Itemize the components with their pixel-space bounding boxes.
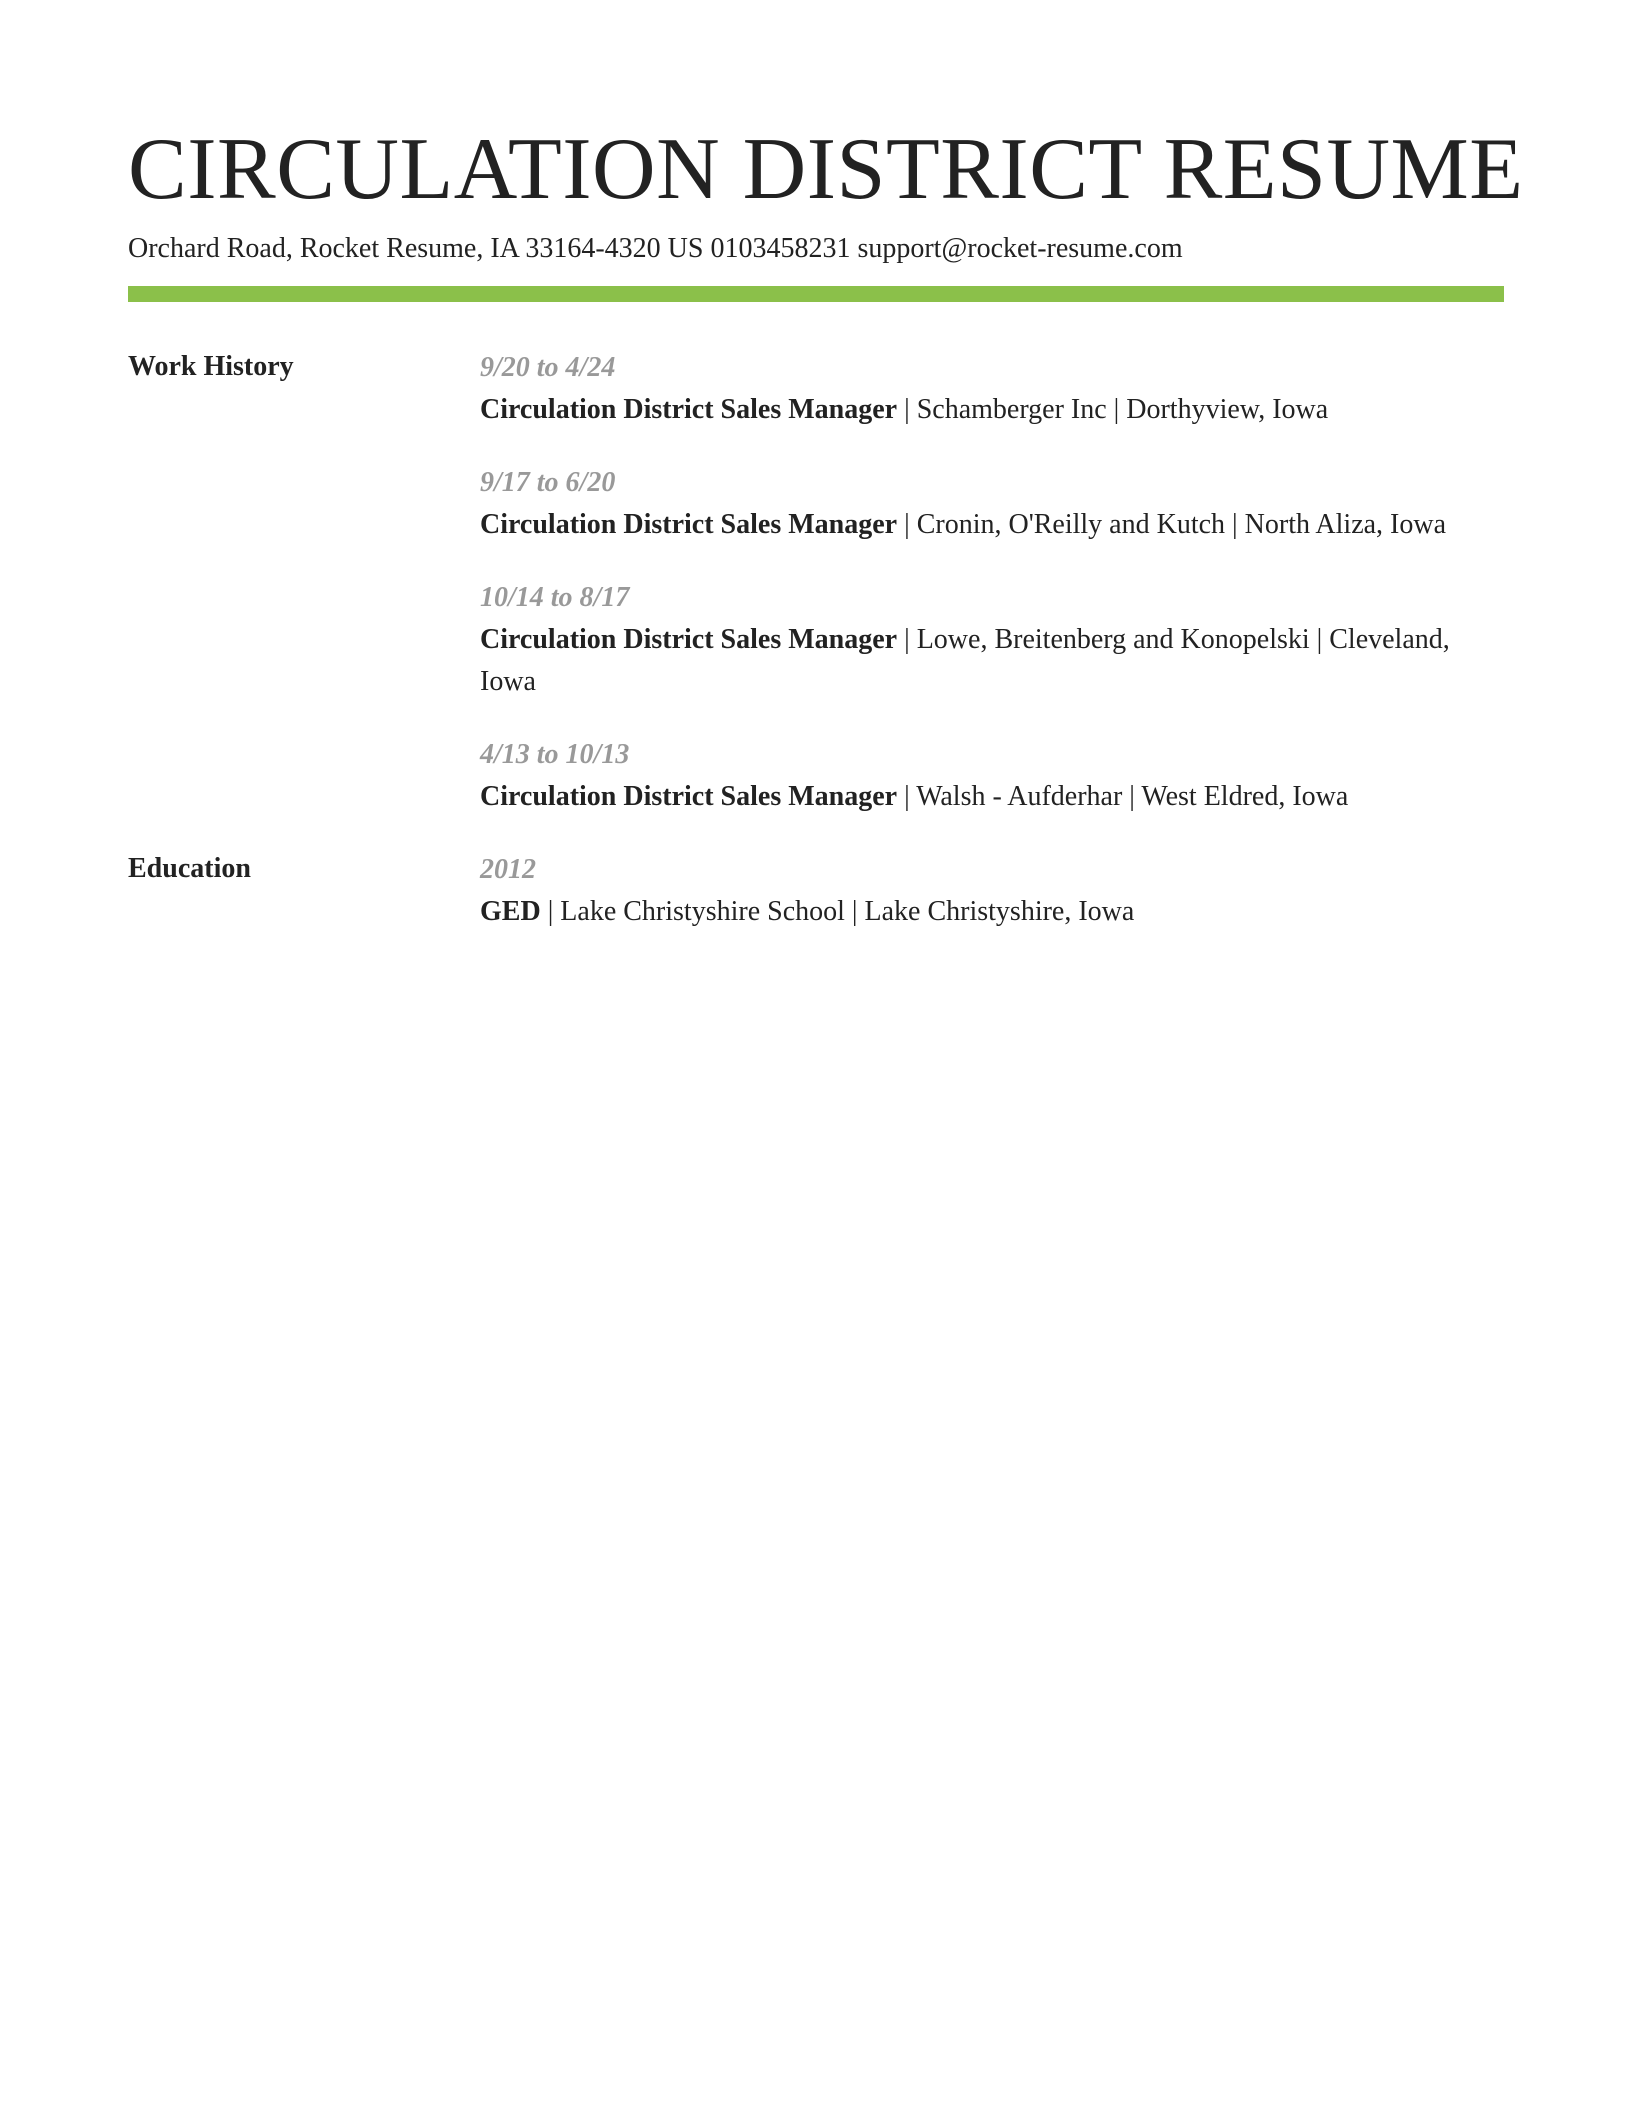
- work-entry: [480, 462, 1504, 546]
- entry-title: Circulation District Sales Manager: [480, 394, 898, 425]
- section-label-education: Education: [128, 853, 251, 884]
- resume-title: CIRCULATION DISTRICT RESUME: [128, 121, 1524, 218]
- entry-dates: 2012: [480, 854, 536, 885]
- entry-dates: 10/14 to 8/17: [480, 582, 630, 613]
- entry-details: | Lowe, Breitenberg and Konopelski | Cleveland, Iowa: [480, 624, 1450, 697]
- entry-line: [480, 504, 1504, 546]
- entry-dates: 9/17 to 6/20: [480, 467, 616, 498]
- entry-title: Circulation District Sales Manager: [480, 624, 898, 655]
- entry-details: | Lake Christyshire School | Lake Christyshire, Iowa: [540, 896, 1135, 927]
- section-label-work-history: Work History: [128, 351, 294, 382]
- work-entry: [480, 347, 1504, 431]
- entry-line: [480, 891, 1504, 933]
- entry-title: GED: [480, 896, 541, 927]
- header-rule: [128, 286, 1504, 302]
- entry-title: Circulation District Sales Manager: [480, 509, 898, 540]
- work-entry: [480, 734, 1504, 818]
- entry-details: | Cronin, O'Reilly and Kutch | North Aliza, Iowa: [897, 509, 1447, 540]
- entry-dates: 4/13 to 10/13: [480, 739, 630, 770]
- entry-line: [480, 776, 1504, 818]
- entry-line: [480, 389, 1504, 431]
- contact-line: Orchard Road, Rocket Resume, IA 33164-4320 US 0103458231 support@rocket-resume.com: [128, 233, 1183, 264]
- work-entry: [480, 577, 1504, 703]
- entry-details: | Walsh - Aufderhar | West Eldred, Iowa: [897, 781, 1349, 812]
- entry-details: | Schamberger Inc | Dorthyview, Iowa: [897, 394, 1329, 425]
- entry-line: [480, 619, 1504, 703]
- education-entry: [480, 849, 1504, 933]
- entry-dates: 9/20 to 4/24: [480, 352, 616, 383]
- entry-title: Circulation District Sales Manager: [480, 781, 898, 812]
